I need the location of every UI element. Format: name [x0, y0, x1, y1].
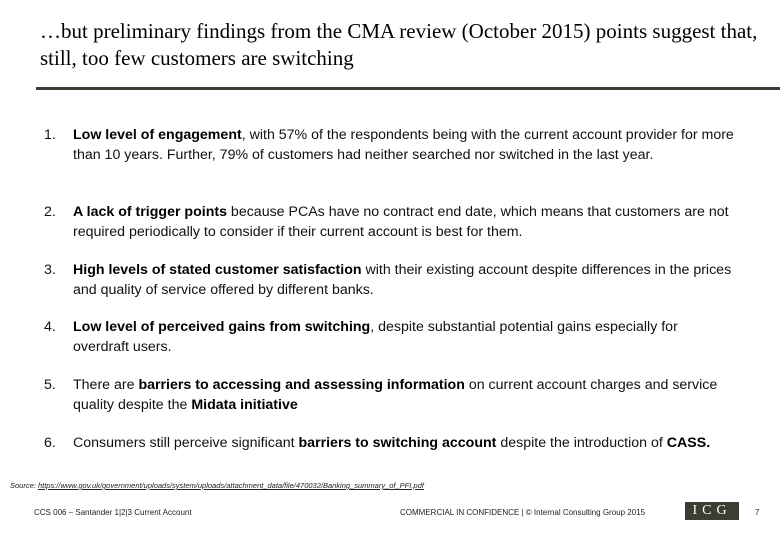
finding-highlight: barriers to switching account: [298, 435, 497, 451]
footer-confidentiality: COMMERCIAL IN CONFIDENCE | © Internal Consulting Group 2015: [400, 508, 646, 517]
finding-item-3: [44, 260, 734, 300]
finding-number: 2.: [44, 204, 56, 220]
slide-footer: [0, 501, 780, 523]
page-number: 7: [755, 508, 760, 517]
finding-highlight: Low level of engagement: [73, 127, 242, 143]
finding-text: with their existing account despite differences in the prices and quality of service offered by different banks.: [73, 262, 732, 298]
finding-item-2: [44, 202, 734, 242]
finding-number: 5.: [44, 377, 56, 393]
title-divider: [36, 87, 780, 90]
footer-project: CCS 006 – Santander 1|2|3 Current Account: [34, 508, 192, 517]
finding-item-6: [44, 433, 710, 453]
finding-item-5: [44, 375, 734, 415]
finding-text: on current account charges and service quality despite the: [73, 377, 718, 413]
source-link[interactable]: https://www.gov.uk/government/uploads/system/uploads/attachment_data/file/470032/Banking_summary_of_PFI.pdf: [37, 481, 424, 490]
finding-text-prefix: There are: [73, 377, 139, 393]
source-note: [10, 481, 424, 490]
finding-text: because PCAs have no contract end date, which means that customers are not required periodically to consider if their current account is best for them.: [73, 204, 729, 240]
finding-number: 1.: [44, 127, 56, 143]
finding-highlight: High levels of stated customer satisfaction: [73, 262, 362, 278]
finding-highlight: barriers to accessing and assessing information: [138, 377, 465, 393]
finding-number: 3.: [44, 262, 56, 278]
finding-text-prefix: Consumers still perceive significant: [73, 435, 299, 451]
slide-title: …but preliminary findings from the CMA review (October 2015) points suggest that, still, too few customers are switching: [40, 19, 758, 70]
finding-highlight: Low level of perceived gains from switching: [73, 319, 371, 335]
finding-highlight-2: CASS.: [666, 435, 711, 451]
finding-text: , with 57% of the respondents being with the current account provider for more than 10 years. Further, 79% of customers had neither searched nor switched in the last year.: [73, 127, 734, 163]
finding-text: despite the introduction of: [496, 435, 667, 451]
finding-highlight-2: Midata initiative: [191, 397, 298, 413]
finding-item-4: [44, 317, 734, 357]
finding-item-1: [44, 125, 734, 165]
finding-number: 6.: [44, 435, 56, 451]
icg-logo: ICG: [685, 502, 739, 520]
finding-highlight: A lack of trigger points: [73, 204, 227, 220]
finding-text: , despite substantial potential gains especially for overdraft users.: [73, 319, 678, 355]
source-label: Source:: [10, 481, 38, 490]
finding-number: 4.: [44, 319, 56, 335]
